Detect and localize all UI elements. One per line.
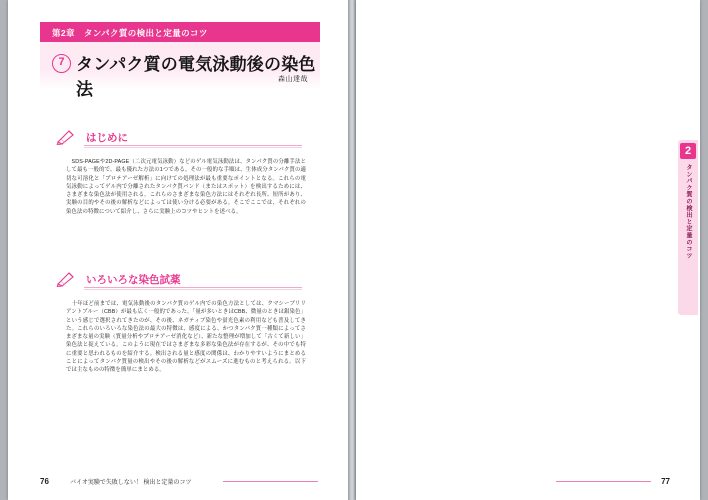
section-number-badge: 7: [52, 54, 71, 73]
pen-icon: [56, 271, 78, 287]
page-number-right: 77: [661, 477, 670, 486]
author-name: 森山達哉: [278, 76, 308, 83]
section-rule: [84, 145, 302, 146]
section-heading-intro: [56, 130, 306, 148]
section-label: いろいろな染色試薬: [86, 274, 181, 286]
left-page: [8, 0, 348, 500]
section-rule-thin: [84, 147, 302, 148]
chapter-bar-label: 第2章 タンパク質の検出と定量のコツ: [52, 28, 208, 38]
side-tab-text: タンパク質の検出と定量のコツ: [685, 164, 692, 260]
pen-icon: [56, 129, 78, 145]
chapter-bar: [40, 22, 320, 42]
side-tab-number: 2: [680, 143, 696, 159]
title-box: [40, 42, 320, 99]
footer-rule-left: [223, 481, 318, 482]
page-number-left: 76: [40, 477, 49, 486]
section-heading-reagents: [56, 272, 306, 290]
reagents-paragraph: 十年ほど前までは、電気泳動後のタンパク質のゲル内での染色方法としては、クマシーブリリアントブルー（CBB）が最も広く一般的であった。「量が多いときはCBB、微量のときは銀染色」という感じで選択されてきたのが、その後、ネガティブ染色や蛍光色素の利用なども普及してきた。これらのいろいろな染色法の最大の特徴は、感度による、かつタンパク質一種類によってさまざまな量の実験（質量分析やプロテアーゼ消化など）、新たな整理が増加して「古くて新しい」染色法と捉えている。このように現在ではさまざまな多彩な染色法が存在するが、その中でも特に重要と思われるものを紹介する。検出される量と感度の関係は、わかりやすいようにまとめることによってタンパク質量の検出やその後の解析などがスムーズに進むものと考えられる。以下では主なものの特徴を簡単にまとめる。: [66, 301, 306, 374]
section-rule: [84, 287, 302, 288]
section-rule-thin: [84, 289, 302, 290]
page-title: タンパク質の電気泳動後の染色法: [76, 55, 316, 99]
book-gutter: [348, 0, 356, 500]
intro-paragraph: SDS-PAGEや2D-PAGE（二次元電気泳動）などのゲル電気泳動法は、タンパク質の分離手法として最も一般的で、最も優れた方法の1つである。その一般的な手順は、生体成分タンパク質の適切な可溶化と「プロテアーゼ解析」に向けての処理法が最も重要なポイントとなる。これらの電気泳動によってゲル内で分離されたタンパク質バンド（またはスポット）を検出するためには、さまざまな染色法が使用される。これらのさまざまな染色方法にはそれぞれ長所、短所があり、実験の目的やその後の解析などによっては使い分ける必要がある。そこでここでは、それぞれの染色法の特徴について紹介し、さらに実験上のコツやヒントを述べる。: [66, 159, 306, 215]
footer-rule-right: [556, 481, 651, 482]
chapter-side-tab[interactable]: [678, 140, 698, 315]
footer-title-left: バイオ実験で失敗しない！ 検出と定量のコツ: [70, 480, 192, 486]
section-label: はじめに: [86, 132, 128, 144]
right-page: [356, 0, 700, 500]
